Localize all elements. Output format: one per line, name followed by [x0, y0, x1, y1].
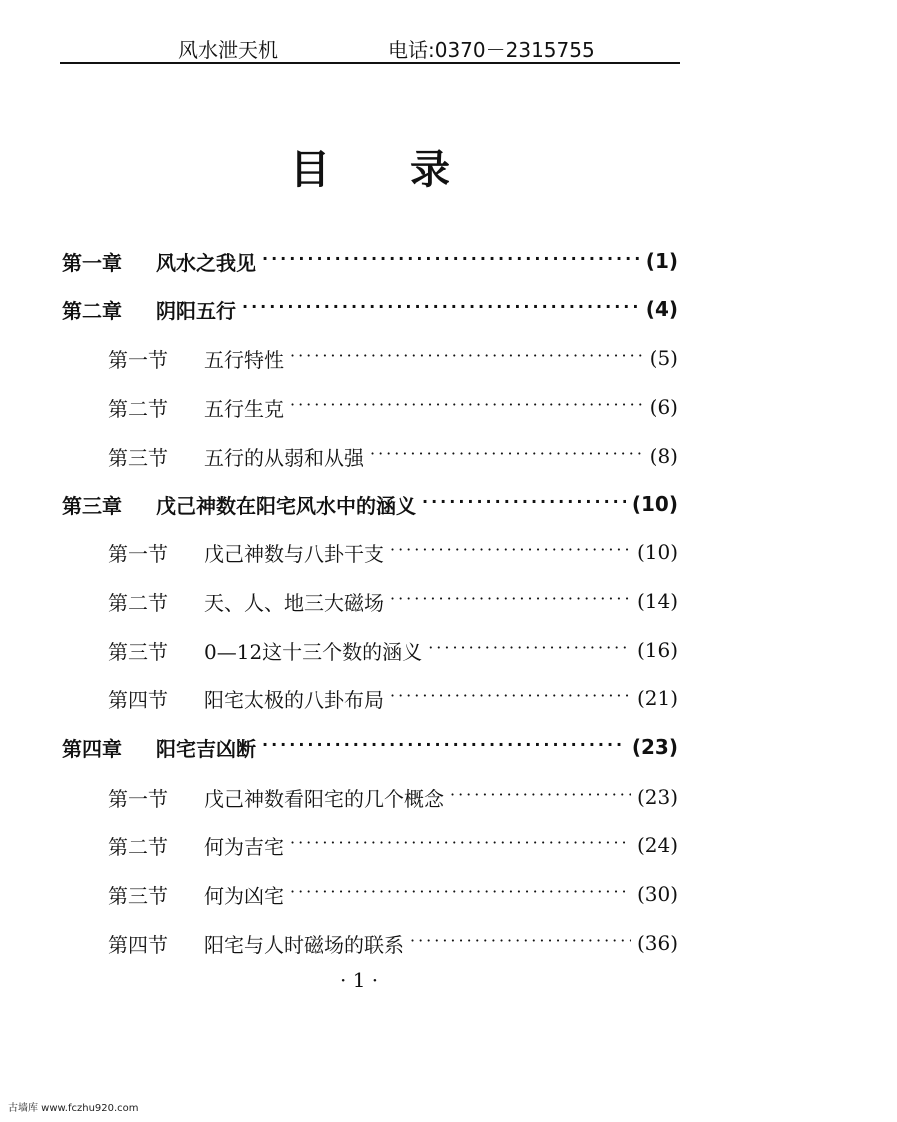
toc-entry-title: 何为吉宅 — [204, 834, 284, 859]
toc-leader-dots — [450, 780, 631, 810]
toc-entry — [108, 537, 678, 567]
page-number: · 1 · — [340, 968, 379, 992]
toc-entry-number: 第二节 — [108, 396, 168, 421]
toc-entry-title: 阳宅吉凶断 — [156, 736, 256, 761]
toc-entry — [62, 246, 678, 276]
toc-entry — [62, 489, 678, 519]
toc-entry-number: 第一章 — [62, 250, 122, 275]
toc-leader-dots — [390, 535, 631, 565]
toc-entry-title: 戊己神数在阳宅风水中的涵义 — [156, 493, 416, 518]
toc-entry-title: 阳宅与人时磁场的联系 — [204, 932, 404, 957]
watermark: 古墙库 www.fczhu920.com — [8, 1103, 139, 1114]
toc-entry-title: 0—12这十三个数的涵义 — [204, 639, 423, 664]
toc-entry-number: 第四节 — [108, 932, 168, 957]
toc-entry-title: 戊己神数与八卦干支 — [204, 541, 384, 566]
page-title: 目录 — [290, 147, 530, 193]
toc-leader-dots — [370, 439, 644, 469]
toc-entry-number: 第三节 — [108, 883, 168, 908]
toc-entry — [108, 343, 678, 373]
toc-entry-page: (8) — [649, 444, 678, 468]
toc-entry-page: (36) — [636, 931, 678, 955]
toc-entry-number: 第三节 — [108, 445, 168, 470]
toc-entry-title: 五行的从弱和从强 — [204, 445, 364, 470]
toc-entry-number: 第一节 — [108, 786, 168, 811]
toc-entry-number: 第一节 — [108, 541, 168, 566]
toc-entry-page: (10) — [636, 540, 678, 564]
toc-leader-dots — [290, 390, 644, 420]
toc-entry-page: (5) — [649, 346, 678, 370]
toc-entry-page: (30) — [636, 882, 678, 906]
toc-entry-page: (6) — [649, 395, 678, 419]
toc-entry — [62, 732, 678, 762]
toc-leader-dots — [390, 584, 631, 614]
toc-entry — [108, 782, 678, 812]
toc-entry-page: (1) — [645, 249, 678, 273]
toc-entry-number: 第四节 — [108, 687, 168, 712]
toc-entry — [108, 635, 678, 665]
toc-entry-page: (24) — [636, 833, 678, 857]
toc-entry-title: 五行特性 — [204, 347, 284, 372]
toc-entry-number: 第四章 — [62, 736, 122, 761]
toc-entry — [108, 392, 678, 422]
toc-leader-dots — [422, 487, 626, 517]
toc-entry-page: (23) — [631, 735, 678, 759]
toc-entry-page: (21) — [636, 686, 678, 710]
toc-entry-title: 阳宅太极的八卦布局 — [204, 687, 384, 712]
toc-entry-page: (23) — [636, 785, 678, 809]
toc-entry-title: 阴阳五行 — [156, 298, 236, 323]
header-phone: 电话:0370－2315755 — [388, 38, 595, 62]
toc-entry — [108, 879, 678, 909]
toc-entry-title: 天、人、地三大磁场 — [204, 590, 384, 615]
toc-entry-page: (14) — [636, 589, 678, 613]
toc-entry-title: 何为凶宅 — [204, 883, 284, 908]
toc-leader-dots — [290, 341, 644, 371]
toc-entry-title: 戊己神数看阳宅的几个概念 — [204, 786, 444, 811]
toc-entry-title: 风水之我见 — [156, 250, 256, 275]
toc-entry — [108, 441, 678, 471]
header-book-title: 风水泄天机 — [178, 38, 278, 62]
toc-entry — [62, 294, 678, 324]
toc-leader-dots — [242, 292, 640, 322]
toc-entry-page: (10) — [631, 492, 678, 516]
page-header — [60, 30, 680, 64]
toc-entry-number: 第三节 — [108, 639, 168, 664]
toc-entry-number: 第二节 — [108, 834, 168, 859]
toc-entry-number: 第三章 — [62, 493, 122, 518]
toc-entry — [108, 928, 678, 958]
toc-leader-dots — [262, 244, 640, 274]
toc-entry-number: 第二章 — [62, 298, 122, 323]
toc-entry-number: 第一节 — [108, 347, 168, 372]
toc-leader-dots — [290, 877, 631, 907]
toc-leader-dots — [262, 730, 626, 760]
toc-entry-page: (4) — [645, 297, 678, 321]
toc-entry-number: 第二节 — [108, 590, 168, 615]
toc-leader-dots — [290, 828, 631, 858]
toc-leader-dots — [410, 926, 631, 956]
toc-entry-title: 五行生克 — [204, 396, 284, 421]
toc-entry — [108, 586, 678, 616]
toc-leader-dots — [390, 681, 631, 711]
toc-entry-page: (16) — [636, 638, 678, 662]
toc-leader-dots — [428, 633, 631, 663]
toc-entry — [108, 683, 678, 713]
toc-entry — [108, 830, 678, 860]
